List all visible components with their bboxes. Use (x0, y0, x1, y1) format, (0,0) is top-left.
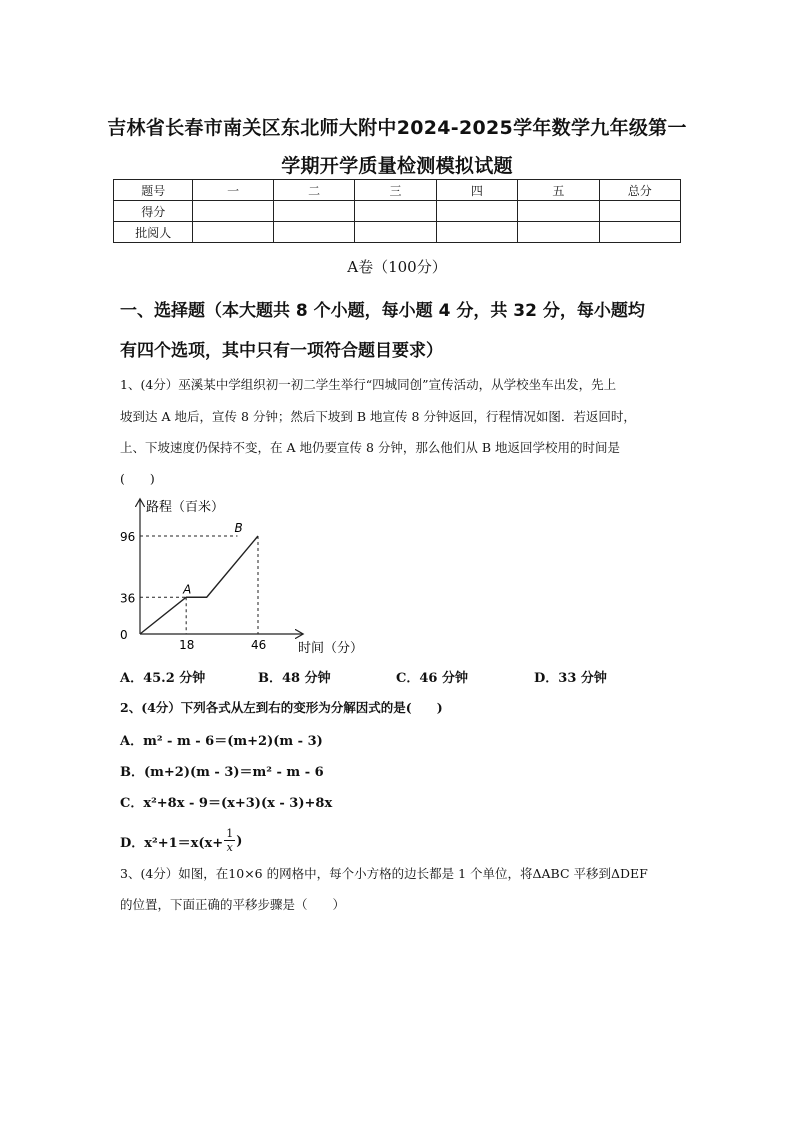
exam-title-line2: 学期开学质量检测模拟试题 (281, 155, 513, 177)
q3-line1: 3、(4分）如图，在10×6 的网格中，每个小方格的边长都是 1 个单位，将ΔABC 平移到ΔDEF (120, 866, 648, 881)
table-cell (273, 222, 354, 243)
q2-stem: 2、(4分）下列各式从左到右的变形为分解因式的是( ) (120, 700, 443, 715)
y-tick-label: 96 (120, 530, 136, 544)
y-axis-label: 路程（百米） (146, 500, 225, 515)
y-tick-label: 0 (120, 628, 128, 642)
table-cell: 批阅人 (114, 222, 193, 243)
route-line (140, 536, 258, 634)
table-cell: 总分 (599, 180, 680, 201)
x-tick-label: 18 (179, 638, 195, 652)
section-heading-line2: 有四个选项，其中只有一项符合题目要求） (120, 341, 443, 361)
score-table-header-row (114, 180, 681, 201)
score-row (114, 201, 681, 222)
q3-line2: 的位置，下面正确的平移步骤是（ ） (120, 897, 346, 912)
table-cell (355, 201, 436, 222)
table-cell (436, 201, 517, 222)
point-label-b: B (234, 521, 243, 535)
table-cell: 得分 (114, 201, 193, 222)
table-cell (273, 201, 354, 222)
table-cell: 一 (193, 180, 273, 201)
exam-title-line1: 吉林省长春市南关区东北师大附中2024-2025学年数学九年级第一 (107, 117, 687, 139)
reviewer-row (114, 222, 681, 243)
q1-line3: 上、下坡速度仍保持不变，在 A 地仍要宣传 8 分钟，那么他们从 B 地返回学校用的时间是 (120, 440, 621, 455)
x-axis-label: 时间（分） (298, 641, 364, 656)
table-cell: 三 (355, 180, 436, 201)
q1-line1: 1、(4分）巫溪某中学组织初一初二学生举行“四城同创”宣传活动，从学校坐车出发，先上 (120, 377, 617, 392)
table-cell (355, 222, 436, 243)
q2-option-d (120, 828, 242, 855)
fraction-numerator: 1 (226, 827, 234, 840)
score-table (113, 179, 681, 243)
q1-option-d: D．33 分钟 (534, 671, 607, 686)
fraction-denominator: x (226, 841, 233, 854)
table-cell (436, 222, 517, 243)
q2-option-d-prefix: D．x²+1＝x(x+ (120, 836, 224, 851)
fraction (224, 827, 235, 854)
table-cell (599, 201, 680, 222)
q2-option-a: A．m² - m - 6＝(m+2)(m - 3) (120, 734, 323, 749)
q1-option-b: B．48 分钟 (258, 671, 331, 686)
q2-option-b: B．(m+2)(m - 3)＝m² - m - 6 (120, 765, 324, 780)
x-tick-label: 46 (251, 638, 267, 652)
y-tick-label: 36 (120, 591, 136, 606)
table-cell: 二 (273, 180, 354, 201)
table-cell (193, 201, 273, 222)
q2-option-c: C．x²+8x - 9＝(x+3)(x - 3)+8x (120, 796, 333, 811)
a-book-heading: A卷（100分） (347, 258, 447, 276)
q1-option-a: A．45.2 分钟 (120, 671, 206, 686)
table-cell (193, 222, 273, 243)
table-cell: 五 (518, 180, 599, 201)
q1-line2: 坡到达 A 地后，宣传 8 分钟；然后下坡到 B 地宣传 8 分钟返回，行程情况如图．若返回时， (120, 409, 636, 424)
q2-option-d-suffix: ) (236, 834, 243, 849)
q1-option-c: C．46 分钟 (396, 671, 468, 686)
table-cell (518, 222, 599, 243)
section-heading-line1: 一、选择题（本大题共 8 个小题，每小题 4 分，共 32 分，每小题均 (120, 301, 645, 321)
point-label-a: A (183, 582, 192, 597)
table-cell (518, 201, 599, 222)
table-cell: 四 (436, 180, 517, 201)
table-cell: 题号 (114, 180, 193, 201)
table-cell (599, 222, 680, 243)
q1-line4: ( ) (120, 471, 155, 486)
